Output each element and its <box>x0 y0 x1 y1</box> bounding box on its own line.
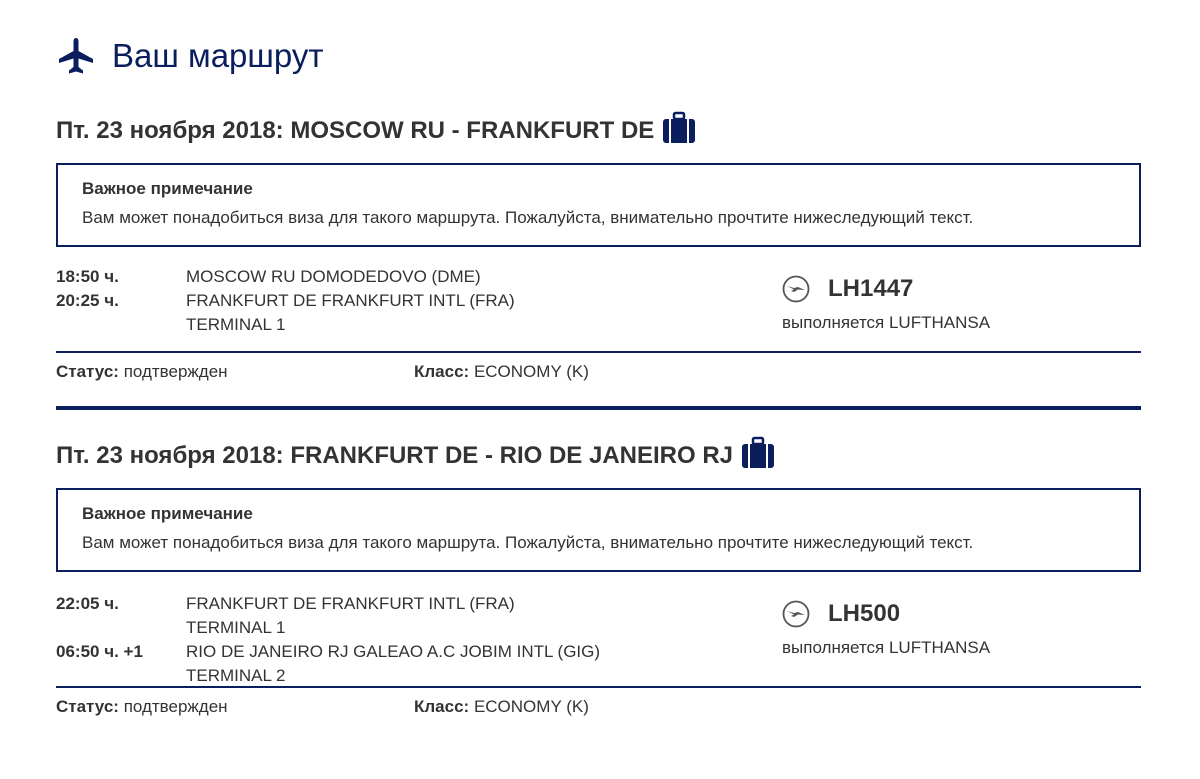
departure-time: 22:05 ч. <box>56 594 119 613</box>
note-text: Вам может понадобиться виза для такого маршрута. Пожалуйста, внимательно прочтите нижеследующий текст. <box>82 533 974 552</box>
departure-terminal: TERMINAL 1 <box>186 618 286 637</box>
arrival-airport: FRANKFURT DE FRANKFURT INTL (FRA) <box>186 291 515 310</box>
arrival-terminal: TERMINAL 1 <box>186 315 286 334</box>
important-note <box>56 488 1141 572</box>
operated-by: выполняется LUFTHANSA <box>782 638 991 657</box>
note-text: Вам может понадобиться виза для такого маршрута. Пожалуйста, внимательно прочтите нижеследующий текст. <box>82 208 974 227</box>
segment-title: Пт. 23 ноября 2018: MOSCOW RU - FRANKFURT DE <box>56 117 655 144</box>
lufthansa-logo-icon <box>782 600 810 628</box>
baggage-icon[interactable] <box>741 435 775 469</box>
arrival-time: 06:50 ч. +1 <box>56 642 143 661</box>
arrival-time: 20:25 ч. <box>56 291 119 310</box>
segment-title: Пт. 23 ноября 2018: FRANKFURT DE - RIO DE JANEIRO RJ <box>56 442 734 469</box>
departure-airport: FRANKFURT DE FRANKFURT INTL (FRA) <box>186 594 515 613</box>
flight-number-row <box>782 600 900 628</box>
class-label: Класс: <box>414 697 470 716</box>
flight-segment <box>56 437 1141 728</box>
flight-number[interactable]: LH1447 <box>828 275 914 302</box>
segment-separator <box>56 406 1141 410</box>
lufthansa-logo-icon <box>782 275 810 303</box>
departure-airport: MOSCOW RU DOMODEDOVO (DME) <box>186 267 481 286</box>
baggage-icon[interactable] <box>662 110 696 144</box>
page-header <box>56 30 323 82</box>
status-row <box>56 353 1141 393</box>
status-value: подтвержден <box>123 697 228 716</box>
flight-segment <box>56 112 1141 393</box>
arrival-airport: RIO DE JANEIRO RJ GALEAO A.C JOBIM INTL (GIG) <box>186 642 601 661</box>
airplane-icon <box>56 36 96 76</box>
segment-title-row <box>56 112 1141 150</box>
class-value: ECONOMY (K) <box>473 362 589 381</box>
note-title: Важное примечание <box>82 504 253 523</box>
status-label: Статус: <box>56 362 119 381</box>
page-title: Ваш маршрут <box>112 37 324 74</box>
status-value: подтвержден <box>123 362 228 381</box>
segment-title-row <box>56 437 1141 475</box>
note-title: Важное примечание <box>82 179 253 198</box>
status-row <box>56 688 1141 728</box>
class-value: ECONOMY (K) <box>473 697 589 716</box>
status-label: Статус: <box>56 697 119 716</box>
flight-number[interactable]: LH500 <box>828 600 901 627</box>
operated-by: выполняется LUFTHANSA <box>782 313 991 332</box>
flight-details <box>56 588 1141 686</box>
flight-details <box>56 263 1141 351</box>
flight-number-row <box>782 275 913 303</box>
departure-time: 18:50 ч. <box>56 267 119 286</box>
class-label: Класс: <box>414 362 470 381</box>
arrival-terminal: TERMINAL 2 <box>186 666 286 685</box>
important-note <box>56 163 1141 247</box>
